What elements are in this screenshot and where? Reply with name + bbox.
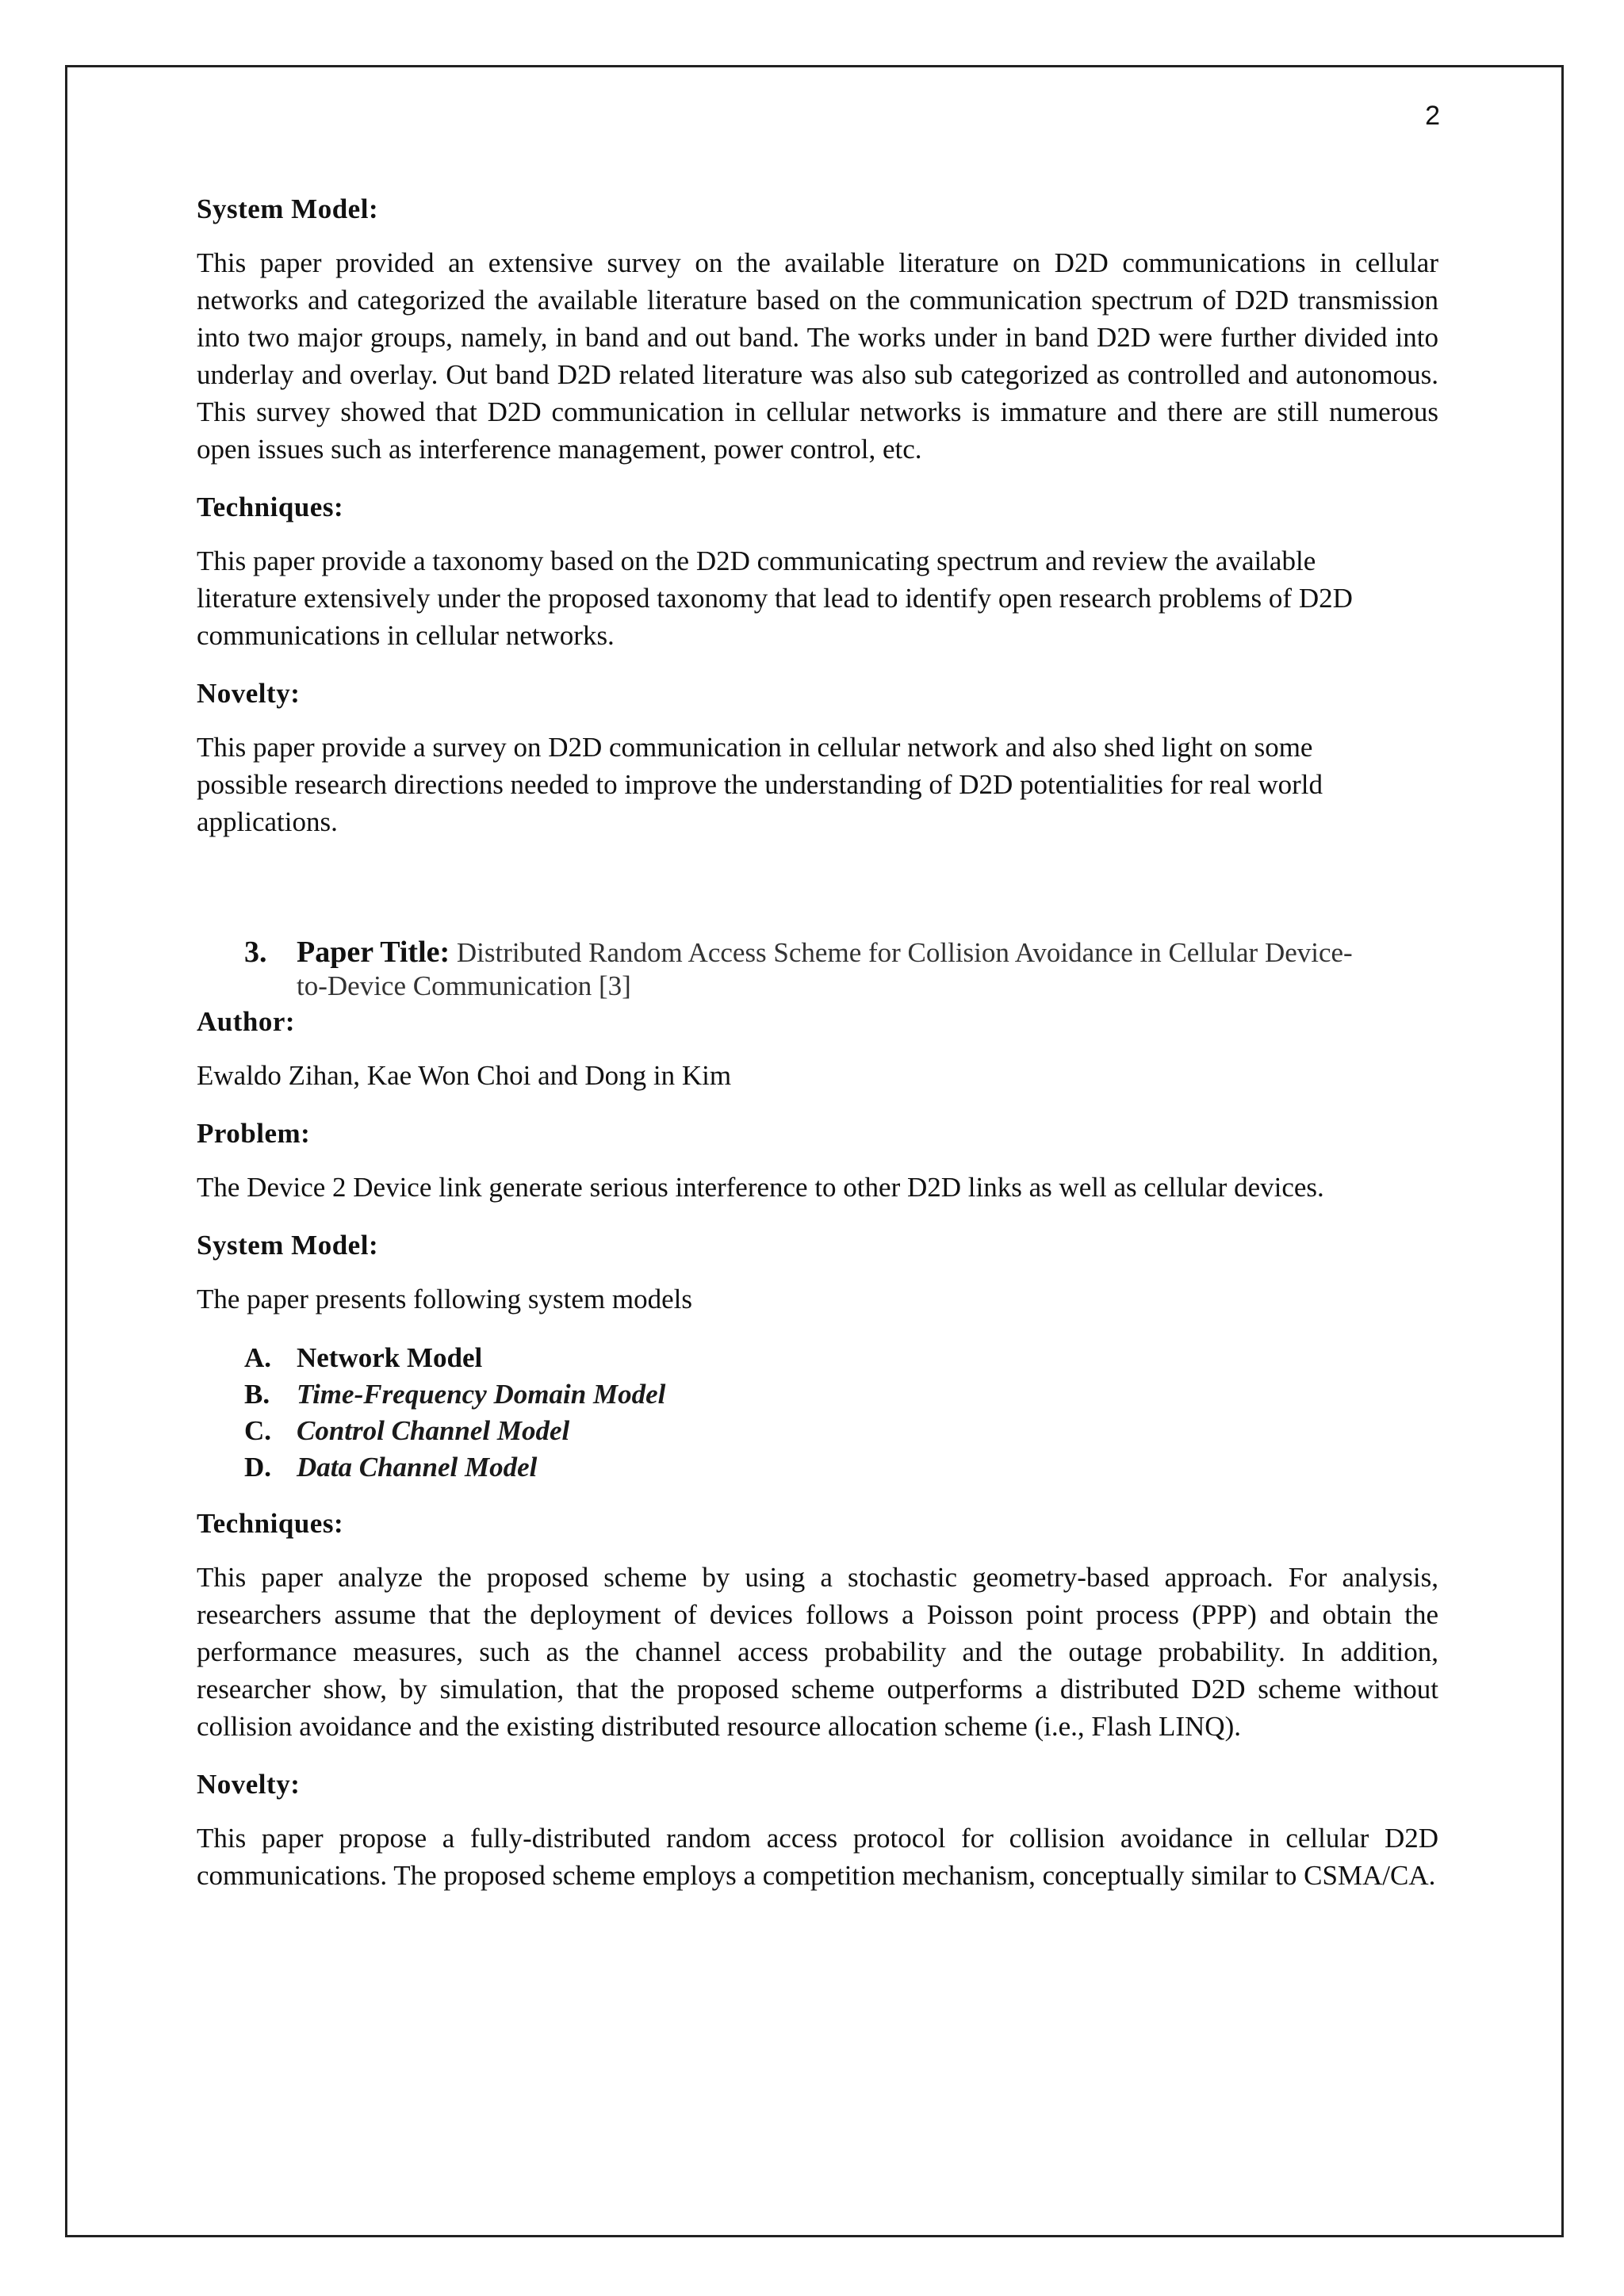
list-item-label: Network Model <box>297 1342 483 1373</box>
paper-title-label: Paper Title: <box>297 936 450 969</box>
list-item-label: Time-Frequency Domain Model <box>297 1379 666 1410</box>
paper-number: 3. <box>244 936 267 969</box>
document-body <box>197 192 1438 1916</box>
list-item <box>244 1340 1438 1376</box>
paper-title-block <box>297 936 1383 1003</box>
list-item <box>244 1376 1438 1413</box>
system-model-list <box>244 1340 1438 1486</box>
novelty-heading-2: Novelty: <box>197 1769 301 1800</box>
section-spacer <box>197 863 1438 936</box>
list-item <box>244 1413 1438 1449</box>
list-item <box>244 1449 1438 1486</box>
novelty-paragraph-2: This paper propose a fully-distributed random access protocol for collision avoidance in cellular D2D communications. The proposed scheme employs a competition mechanism, conceptually similar to CSMA/CA. <box>197 1823 1438 1891</box>
author-heading: Author: <box>197 1006 296 1037</box>
author-text: Ewaldo Zihan, Kae Won Choi and Dong in Kim <box>197 1060 732 1091</box>
novelty-heading: Novelty: <box>197 678 301 709</box>
problem-text: The Device 2 Device link generate serious interference to other D2D links as well as cellular devices. <box>197 1172 1324 1203</box>
page-number: 2 <box>1425 101 1440 131</box>
techniques-paragraph-2: This paper analyze the proposed scheme by using a stochastic geometry-based approach. For analysis, researchers assume that the deployment of devices follows a Poisson point process (PPP) and obtain the performance measures, such as the channel access probability and the outage probability. In addition, researcher show, by simulation, that the proposed scheme outperforms a distributed D2D scheme without collision avoidance and the existing distributed resource allocation scheme (i.e., Flash LINQ). <box>197 1562 1438 1742</box>
system-model-paragraph: This paper provided an extensive survey on the available literature on D2D communications in cellular networks and categorized the available literature based on the communication spectrum of D2D transmission into two major groups, namely, in band and out band. The works under in band D2D were further divided into underlay and overlay. Out band D2D related literature was also sub categorized as controlled and autonomous. This survey showed that D2D communication in cellular networks is immature and there are still numerous open issues such as interference management, power control, etc. <box>197 247 1438 465</box>
paper-title-text: Distributed Random Access Scheme for Collision Avoidance in Cellular Device-to-Device Communication [3] <box>297 937 1353 1001</box>
list-item-label: Data Channel Model <box>297 1452 538 1483</box>
list-item-letter: C. <box>244 1415 272 1446</box>
problem-heading: Problem: <box>197 1118 311 1149</box>
techniques-heading-2: Techniques: <box>197 1508 344 1539</box>
paper-title-item <box>244 936 1438 1003</box>
techniques-paragraph: This paper provide a taxonomy based on the D2D communicating spectrum and review the available literature extensively under the proposed taxonomy that lead to identify open research problems of D2D communications in cellular networks. <box>197 545 1353 651</box>
system-model-heading-2: System Model: <box>197 1230 379 1261</box>
list-item-letter: A. <box>244 1342 272 1373</box>
system-model-intro: The paper presents following system models <box>197 1284 693 1314</box>
techniques-heading: Techniques: <box>197 492 344 522</box>
list-item-letter: D. <box>244 1452 272 1483</box>
list-item-letter: B. <box>244 1379 270 1410</box>
list-item-label: Control Channel Model <box>297 1415 570 1446</box>
system-model-heading: System Model: <box>197 193 379 224</box>
novelty-paragraph: This paper provide a survey on D2D communication in cellular network and also shed light on some possible research directions needed to improve the understanding of D2D potentialities for real world applications. <box>197 732 1323 837</box>
